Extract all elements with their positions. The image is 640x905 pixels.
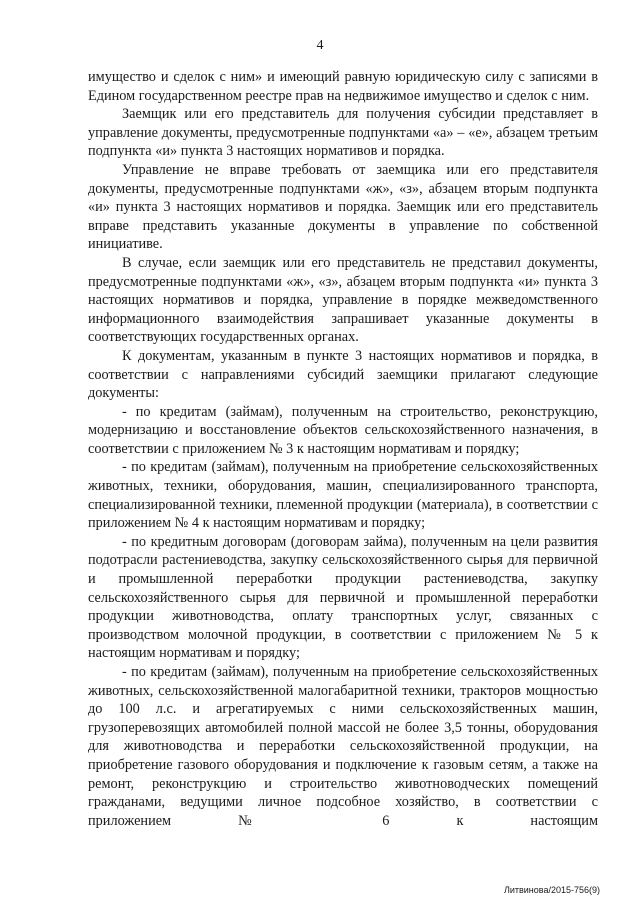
paragraph: имущество и сделок с ним» и имеющий равную юридическую силу с записями в Едином государственном реестре прав на недвижимое имущество и сделок с ним. [88, 69, 598, 104]
paragraph: Заемщик или его представитель для получения субсидии представляет в управление документы, предусмотренные подпунктами «а» – «е», абзацем третьим подпункта «и» пункта 3 настоящих нормативов и порядка. [88, 106, 598, 160]
document-body [88, 68, 598, 830]
list-item: - по кредитам (займам), полученным на приобретение сельскохозяйственных животных, техники, оборудования, машин, специализированного транспорта, специализированной техники, племенной продукции (материала), в соответствии с приложением № 4 к настоящим нормативам и порядку; [88, 459, 598, 532]
document-code: Литвинова/2015-756(9) [503, 885, 600, 895]
paragraph: В случае, если заемщик или его представитель не представил документы, предусмотренные подпунктами «ж», «з», абзацем вторым подпункта «и» пункта 3 настоящих нормативов и порядка, управление в порядке межведомственного информационного взаимодействия запрашивает указанные документы в соответствующих государственных органах. [88, 254, 598, 346]
page-number: 4 [316, 38, 324, 53]
list-item: - по кредитам (займам), полученным на строительство, реконструкцию, модернизацию и восстановление объектов сельскохозяйственного назначения, в соответствии с приложением № 3 к настоящим нормативам и порядку; [88, 403, 598, 457]
list-item: - по кредитным договорам (договорам займа), полученным на цели развития подотрасли растениеводства, закупку сельскохозяйственного сырья для первичной и промышленной переработки продукции растениеводства, закупку сельскохозяйственного сырья для первичной и промышленной переработки продукции животноводства, оплату транспортных услуг, связанных с производством молочной продукции, в соответствии с приложением № 5 к настоящим нормативам и порядку; [88, 533, 598, 662]
list-item: - по кредитам (займам), полученным на приобретение сельскохозяйственных животных, сельскохозяйственной малогабаритной техники, тракторов мощностью до 100 л.с. и агрегатируемых с ними сельскохозяйственных машин, грузоперевозящих автомобилей полной массой не более 3,5 тонны, оборудования для животноводства и переработки сельскохозяйственной продукции, на приобретение газового оборудования и подключение к газовым сетям, а также на ремонт, реконструкцию и строительство животноводческих помещений гражданами, ведущими личное подсобное хозяйство, в соответствии с приложением № 6 к настоящим [88, 664, 598, 829]
paragraph: Управление не вправе требовать от заемщика или его представителя документы, предусмотренные подпунктами «ж», «з», абзацем вторым подпункта «и» пункта 3 настоящих нормативов и порядка. Заемщик или его представитель вправе представить указанные документы в управление по собственной инициативе. [88, 161, 598, 253]
paragraph: К документам, указанным в пункте 3 настоящих нормативов и порядка, в соответствии с направлениями субсидий заемщики прилагают следующие документы: [88, 347, 598, 402]
